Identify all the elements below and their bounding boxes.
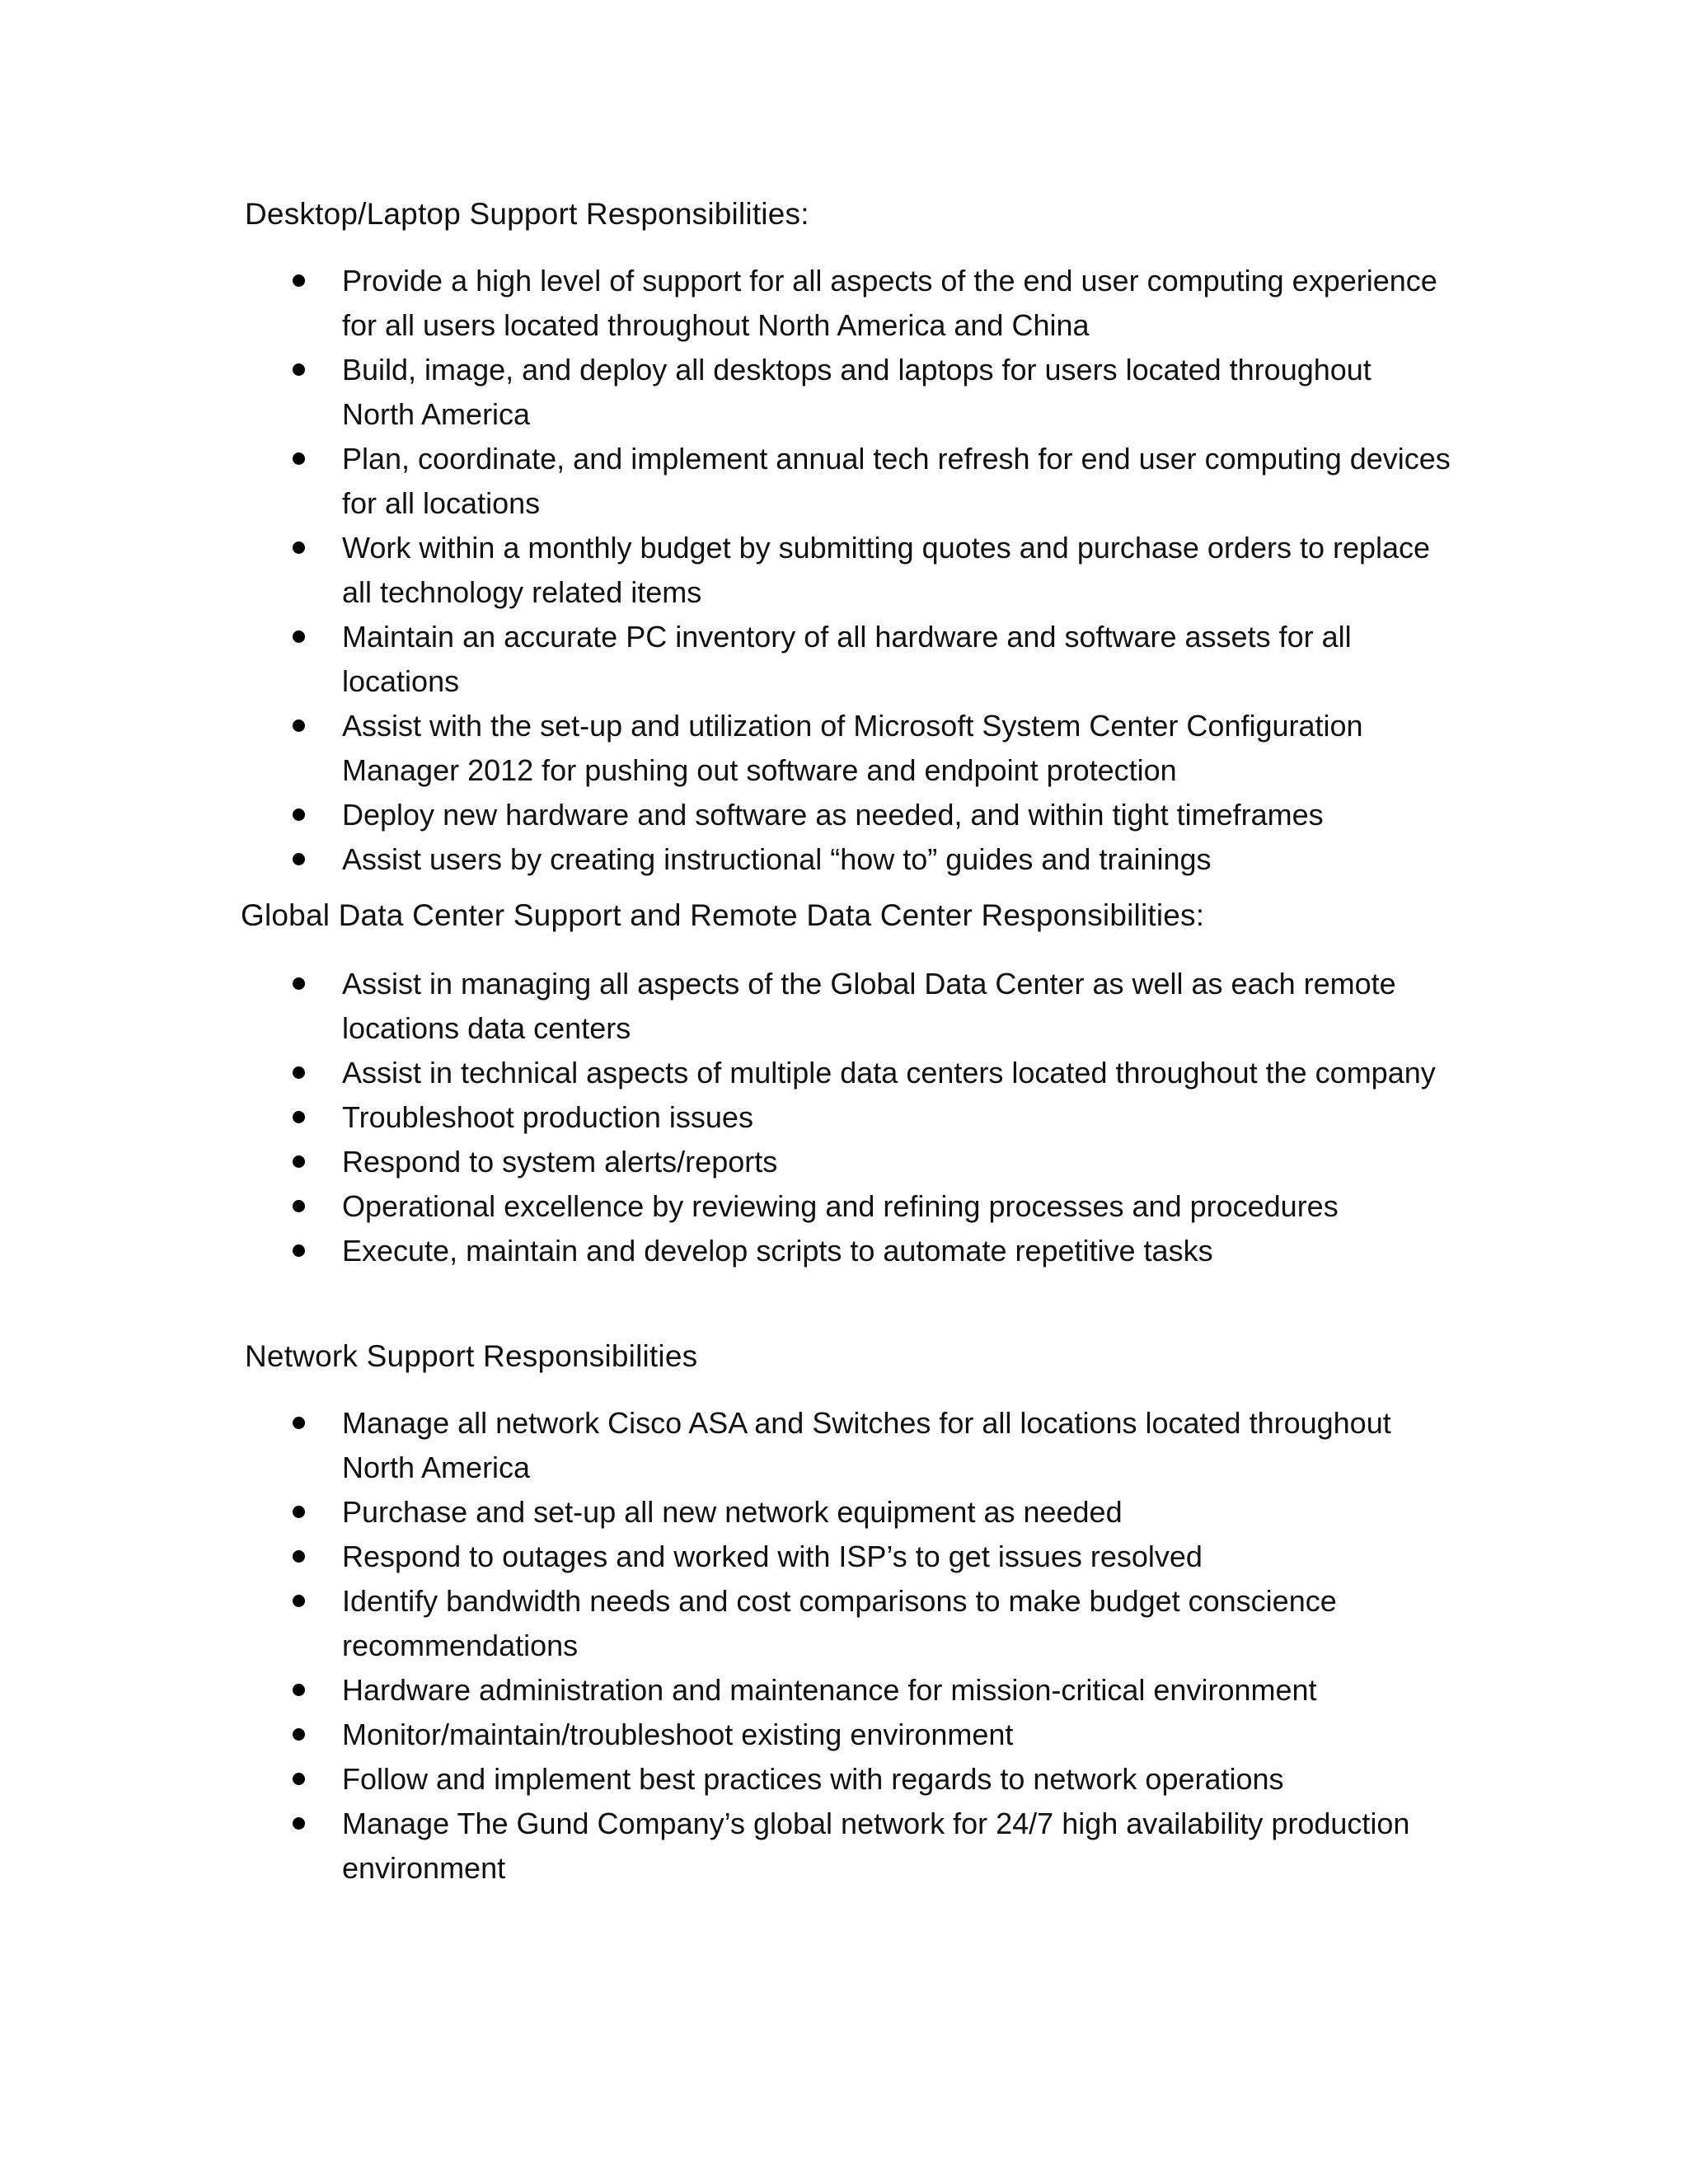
bullet-dot-icon bbox=[293, 1111, 305, 1123]
network-support-list bbox=[293, 1401, 1488, 1891]
bullet-item bbox=[293, 1757, 1488, 1802]
bullet-item bbox=[293, 526, 1488, 615]
bullet-dot-icon bbox=[293, 1550, 305, 1563]
bullet-text-line: Purchase and set-up all new network equipment as needed bbox=[342, 1495, 1123, 1529]
bullet-dot-icon bbox=[293, 853, 305, 865]
bullet-dot-icon bbox=[293, 1244, 305, 1257]
bullet-item bbox=[293, 1668, 1488, 1713]
bullet-item bbox=[293, 1713, 1488, 1757]
bullet-text-line: Build, image, and deploy all desktops and laptops for users located throughout bbox=[342, 353, 1372, 387]
bullet-text-line: locations data centers bbox=[342, 1011, 631, 1045]
bullet-dot-icon bbox=[293, 1066, 305, 1079]
bullet-text bbox=[342, 615, 1488, 704]
bullet-text-line: Assist in technical aspects of multiple data centers located throughout the company bbox=[342, 1056, 1436, 1090]
bullet-text-line: Work within a monthly budget by submitting quotes and purchase orders to replace bbox=[342, 531, 1431, 565]
bullet-text bbox=[342, 1668, 1488, 1713]
bullet-text bbox=[342, 1184, 1488, 1229]
bullet-text bbox=[342, 259, 1488, 348]
bullet-dot-icon bbox=[293, 1200, 305, 1212]
bullet-dot-icon bbox=[293, 1155, 305, 1168]
bullet-item bbox=[293, 437, 1488, 526]
bullet-text bbox=[342, 1579, 1488, 1668]
bullet-text bbox=[342, 1051, 1488, 1095]
bullet-item bbox=[293, 348, 1488, 437]
bullet-dot-icon bbox=[293, 274, 305, 287]
bullet-item bbox=[293, 793, 1488, 837]
bullet-dot-icon bbox=[293, 1728, 305, 1741]
bullet-text-line: Hardware administration and maintenance for mission-critical environment bbox=[342, 1673, 1317, 1707]
global-data-center-support-heading: Global Data Center Support and Remote Data Center Responsibilities: bbox=[241, 898, 1205, 932]
bullet-text-line: for all locations bbox=[342, 486, 541, 520]
bullet-dot-icon bbox=[293, 1506, 305, 1518]
bullet-item bbox=[293, 1401, 1488, 1490]
desktop-laptop-support-heading: Desktop/Laptop Support Responsibilities: bbox=[245, 197, 809, 231]
bullet-text-line: for all users located throughout North America and China bbox=[342, 308, 1090, 342]
bullet-text-line: North America bbox=[342, 1451, 531, 1484]
bullet-text bbox=[342, 1095, 1488, 1140]
bullet-text-line: Assist with the set-up and utilization of Microsoft System Center Configuration bbox=[342, 709, 1363, 743]
desktop-laptop-support-list bbox=[293, 259, 1488, 882]
bullet-text bbox=[342, 704, 1488, 793]
network-support-heading: Network Support Responsibilities bbox=[245, 1339, 698, 1373]
bullet-text bbox=[342, 1229, 1488, 1273]
bullet-text bbox=[342, 1490, 1488, 1535]
bullet-item bbox=[293, 962, 1488, 1051]
bullet-dot-icon bbox=[293, 630, 305, 643]
global-data-center-support-list bbox=[293, 962, 1488, 1273]
bullet-dot-icon bbox=[293, 719, 305, 732]
bullet-text-line: Identify bandwidth needs and cost comparisons to make budget conscience bbox=[342, 1584, 1337, 1618]
bullet-text-line: Provide a high level of support for all aspects of the end user computing experience bbox=[342, 264, 1437, 298]
bullet-text-line: Respond to outages and worked with ISP’s to get issues resolved bbox=[342, 1540, 1203, 1573]
bullet-text-line: Plan, coordinate, and implement annual tech refresh for end user computing devices bbox=[342, 442, 1451, 476]
bullet-text-line: Execute, maintain and develop scripts to automate repetitive tasks bbox=[342, 1234, 1213, 1268]
bullet-text bbox=[342, 348, 1488, 437]
bullet-text-line: Troubleshoot production issues bbox=[342, 1100, 753, 1134]
bullet-text-line: Follow and implement best practices with regards to network operations bbox=[342, 1762, 1284, 1796]
bullet-item bbox=[293, 1490, 1488, 1535]
bullet-dot-icon bbox=[293, 1773, 305, 1785]
bullet-text bbox=[342, 837, 1488, 882]
bullet-item bbox=[293, 1051, 1488, 1095]
bullet-text-line: Monitor/maintain/troubleshoot existing environment bbox=[342, 1718, 1014, 1751]
bullet-text-line: Assist in managing all aspects of the Global Data Center as well as each remote bbox=[342, 967, 1396, 1001]
bullet-item bbox=[293, 1095, 1488, 1140]
bullet-item bbox=[293, 1579, 1488, 1668]
bullet-text-line: Respond to system alerts/reports bbox=[342, 1145, 778, 1179]
bullet-text bbox=[342, 1802, 1488, 1891]
bullet-text bbox=[342, 1713, 1488, 1757]
bullet-item bbox=[293, 1535, 1488, 1579]
bullet-text-line: recommendations bbox=[342, 1629, 579, 1662]
bullet-item bbox=[293, 615, 1488, 704]
bullet-text-line: Assist users by creating instructional “how to” guides and trainings bbox=[342, 842, 1212, 876]
bullet-text bbox=[342, 1535, 1488, 1579]
bullet-item bbox=[293, 1802, 1488, 1891]
bullet-dot-icon bbox=[293, 541, 305, 554]
bullet-text-line: all technology related items bbox=[342, 575, 702, 609]
bullet-text-line: Deploy new hardware and software as needed, and within tight timeframes bbox=[342, 798, 1324, 832]
bullet-item bbox=[293, 704, 1488, 793]
bullet-text-line: Manager 2012 for pushing out software and endpoint protection bbox=[342, 753, 1177, 787]
bullet-text bbox=[342, 437, 1488, 526]
bullet-dot-icon bbox=[293, 1595, 305, 1607]
bullet-dot-icon bbox=[293, 452, 305, 465]
bullet-dot-icon bbox=[293, 363, 305, 376]
bullet-item bbox=[293, 1140, 1488, 1184]
bullet-text bbox=[342, 962, 1488, 1051]
bullet-text-line: Operational excellence by reviewing and refining processes and procedures bbox=[342, 1189, 1339, 1223]
bullet-item bbox=[293, 259, 1488, 348]
bullet-text-line: Manage The Gund Company’s global network for 24/7 high availability production bbox=[342, 1807, 1410, 1840]
bullet-dot-icon bbox=[293, 1684, 305, 1696]
bullet-text-line: Maintain an accurate PC inventory of all hardware and software assets for all bbox=[342, 620, 1352, 654]
bullet-text bbox=[342, 1757, 1488, 1802]
bullet-item bbox=[293, 1184, 1488, 1229]
bullet-text bbox=[342, 526, 1488, 615]
bullet-dot-icon bbox=[293, 1817, 305, 1830]
bullet-dot-icon bbox=[293, 808, 305, 821]
bullet-text bbox=[342, 1140, 1488, 1184]
bullet-item bbox=[293, 1229, 1488, 1273]
bullet-text-line: Manage all network Cisco ASA and Switches for all locations located throughout bbox=[342, 1406, 1391, 1440]
bullet-text-line: environment bbox=[342, 1851, 506, 1885]
bullet-text bbox=[342, 793, 1488, 837]
bullet-text bbox=[342, 1401, 1488, 1490]
bullet-text-line: locations bbox=[342, 664, 460, 698]
bullet-dot-icon bbox=[293, 977, 305, 990]
bullet-dot-icon bbox=[293, 1417, 305, 1429]
bullet-text-line: North America bbox=[342, 397, 531, 431]
bullet-item bbox=[293, 837, 1488, 882]
